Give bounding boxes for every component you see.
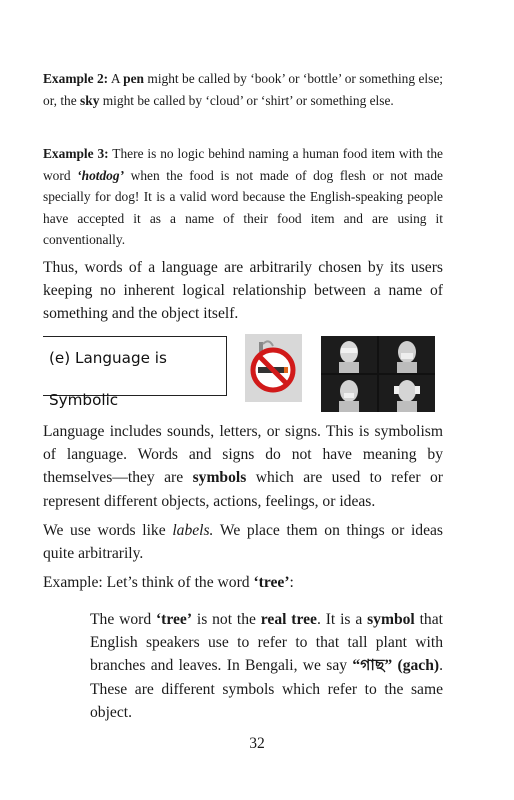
example-3-paragraph xyxy=(43,143,443,251)
tree-quote-paragraph xyxy=(90,608,443,724)
tree-word: ‘tree’ xyxy=(253,574,290,591)
photo-person-3 xyxy=(321,375,377,412)
example-3-text-1: There is no logic behind naming a human food item with the word xyxy=(43,146,443,183)
symbols-word: symbols xyxy=(192,469,247,487)
labels-text-1: We use words like xyxy=(43,522,173,539)
page-number: 32 xyxy=(249,735,265,752)
section-heading: (e) Language is Symbolic xyxy=(43,336,227,396)
quote-text-5: . These are different symbols which refer to the same object. xyxy=(90,657,443,721)
example-2-text-3: might be called by ‘cloud’ or ‘shirt’ or something else. xyxy=(99,92,394,108)
labels-text-2: We place them on things or ideas quite arbitrarily. xyxy=(43,522,443,563)
people-photo-grid xyxy=(321,336,435,412)
example-paragraph xyxy=(43,571,443,594)
example-2-text-1: A xyxy=(108,71,124,86)
labels-paragraph xyxy=(43,519,443,565)
example-2-text-2: might be called by ‘book’ or ‘bottle’ or something else; or, the xyxy=(43,71,444,108)
quote-tree-word: ‘tree’ xyxy=(155,611,193,628)
photo-person-1 xyxy=(321,336,377,373)
photo-person-2 xyxy=(379,336,435,373)
labels-word: labels. xyxy=(172,522,214,539)
symbol-word: symbol xyxy=(367,611,415,628)
pen-word: pen xyxy=(123,71,144,86)
real-tree-phrase: real tree xyxy=(260,611,317,628)
example-3-label: Example 3: xyxy=(43,146,109,161)
no-smoking-image xyxy=(245,334,302,402)
thus-paragraph: Thus, words of a language are arbitrarily chosen by its users keeping no inherent logical relationship between a name of something and the object itself. xyxy=(43,259,443,323)
example-text-1: Example: Let’s think of the word xyxy=(43,574,254,591)
no-smoking-icon xyxy=(245,334,302,402)
quote-text-4: that English speakers use to refer to that tall plant with branches and leaves. In Bengali, we say xyxy=(90,611,443,675)
symbolism-text-2: which are used to refer or represent different objects, actions, feelings, or ideas. xyxy=(43,469,443,510)
symbolism-text-1: Language includes sounds, letters, or signs. This is symbolism of language. Words and signs do not have meaning by themselves—they are xyxy=(43,423,443,487)
example-2-label: Example 2: xyxy=(43,71,109,86)
quote-text-2: is not the xyxy=(192,611,261,628)
quote-text-1: The word xyxy=(90,611,156,628)
example-3-text-2: when the food is not made of dog flesh or not made specially for dog! It is a valid word because the English-speaking people have accepted it as a name of their food item and are using it conventionally. xyxy=(43,167,444,247)
symbolism-paragraph xyxy=(43,420,443,513)
example-2-paragraph xyxy=(43,68,443,111)
sky-word: sky xyxy=(80,92,100,108)
bengali-word: “গাছ” (gach) xyxy=(352,657,440,675)
quote-text-3: . It is a xyxy=(316,611,368,628)
example-text-2: : xyxy=(289,574,294,591)
photo-person-4 xyxy=(379,375,435,412)
hotdog-word: ‘hotdog’ xyxy=(77,167,125,183)
